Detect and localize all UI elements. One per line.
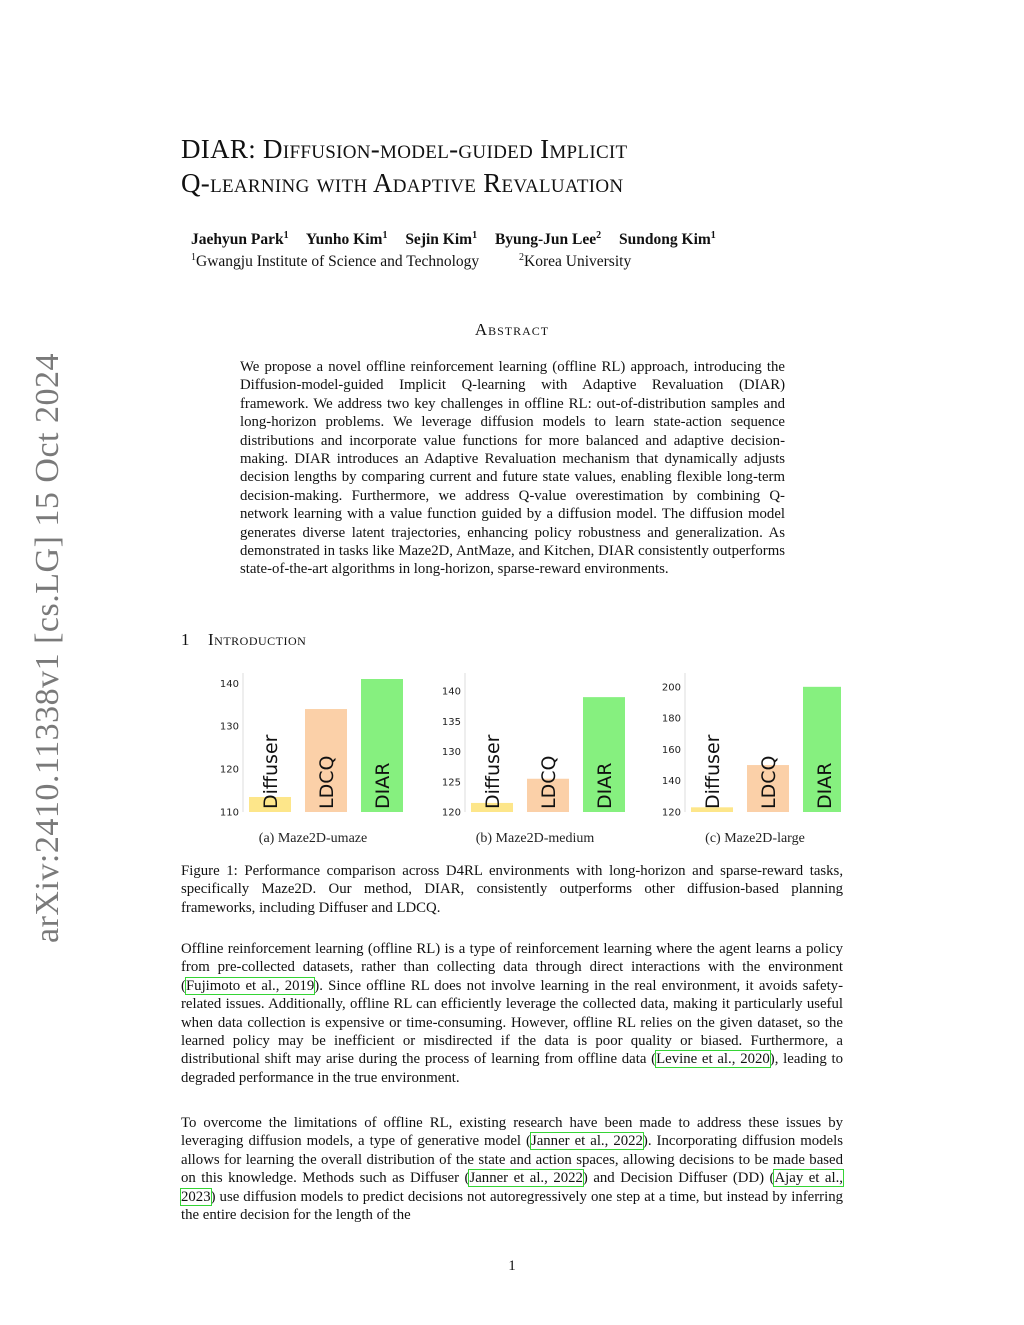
bar-charts-svg <box>181 665 841 855</box>
y-tick-label: 125 <box>441 777 461 789</box>
chart-panel <box>220 673 403 846</box>
figure-1-charts <box>181 665 841 855</box>
author: Yunho Kim$^1$ <box>305 230 388 249</box>
y-tick-label: 140 <box>441 686 461 698</box>
author: Sundong Kim$^1$ <box>619 230 716 249</box>
author: Byung-Jun Lee$^2$ <box>494 230 602 249</box>
author-list <box>191 230 730 249</box>
abstract-heading: Abstract <box>474 320 550 339</box>
citation-link[interactable]: Janner et al., 2022 <box>530 1133 643 1150</box>
bar-label: Diffuser <box>702 734 724 809</box>
bar-label: LDCQ <box>538 755 560 809</box>
bar-label: DIAR <box>594 762 616 809</box>
author: Jaehyun Park$^1$ <box>191 230 289 249</box>
y-tick-label: 130 <box>441 747 461 759</box>
y-tick-label: 140 <box>661 776 681 788</box>
affiliation: $^1$Gwangju Institute of Science and Technology <box>191 252 480 271</box>
chart-panel <box>662 673 841 846</box>
bar-label: Diffuser <box>260 734 282 809</box>
y-tick-label: 130 <box>219 721 239 733</box>
chart-panel <box>442 673 625 846</box>
section-number: 1 <box>181 630 190 649</box>
citation-link[interactable]: Ajay et al., 2023 <box>181 1170 843 1205</box>
bar-label: DIAR <box>372 762 394 809</box>
section-heading <box>181 630 306 650</box>
citation-link[interactable]: Janner et al., 2022 <box>469 1170 583 1187</box>
chart-title: (b) Maze2D-medium <box>475 831 595 846</box>
arxiv-sidebar-stamp <box>18 352 78 943</box>
y-tick-label: 120 <box>219 764 239 776</box>
bar-label: LDCQ <box>316 755 338 809</box>
y-tick-label: 180 <box>661 713 681 725</box>
chart-title: (c) Maze2D-large <box>705 831 805 846</box>
citation-link[interactable]: Fujimoto et al., 2019 <box>185 977 315 994</box>
y-tick-label: 110 <box>219 807 239 819</box>
chart-title: (a) Maze2D-umaze <box>258 831 368 846</box>
section-title: Introduction <box>208 630 307 649</box>
paper-title <box>181 132 821 200</box>
abstract-text: We propose a novel offline reinforcement learning (offline RL) approach, introducing the Diffusion-model-guided Implicit Q-learning with Adaptive Revaluation (DIAR) framework. We address two key challenges in offline RL: out-of-distribution samples and long-horizon problems. We leverage diffusion models to learn state-action sequence distributions and incorporate value functions for more balanced and adaptive decision-making. DIAR introduces an Adaptive Revaluation mechanism that dynamically adjusts decision lengths by comparing current and future state values, enabling flexible long-term decision-making. Furthermore, we address Q-value overestimation by combining Q-network learning with a value function guided by a diffusion model. The diffusion model generates diverse latent trajectories, enhancing policy robustness and generalization. As demonstrated in tasks like Maze2D, AntMaze, and Kitchen, DIAR consistently outperforms state-of-the-art algorithms in long-horizon, sparse-reward environments. <box>240 359 785 578</box>
bar-label: LDCQ <box>758 755 780 809</box>
figure-caption <box>181 862 843 917</box>
affiliation: $^2$Korea University <box>519 252 632 271</box>
y-tick-label: 135 <box>441 716 461 728</box>
affiliations <box>191 252 667 271</box>
title-line-2: Q-learning with Adaptive Revaluation <box>181 168 624 198</box>
author: Sejin Kim$^1$ <box>405 230 478 249</box>
bar-label: DIAR <box>814 762 836 809</box>
y-tick-label: 120 <box>661 807 681 819</box>
paragraph-1: Offline reinforcement learning (offline RL) is a type of reinforcement learning where the agent learns a policy from pre-collected datasets, rather than collecting data through direct interactions with the environment (Fujimoto et al., 2019). Since offline RL does not involve learning in the real environment, it avoids safety-related issues. Additionally, offline RL can efficiently leverage the collected data, making it particularly useful when data collection is expensive or time-consuming. However, offline RL relies on the given dataset, so the learned policy may be inefficient or misdirected if the data is poor quality or biased. Furthermore, a distributional shift may arise during the process of learning from offline data (Levine et al., 2020), leading to degraded performance in the true environment. <box>181 941 844 1086</box>
y-tick-label: 200 <box>661 682 681 694</box>
arxiv-id: arXiv:2410.11338v1 [cs.LG] 15 Oct 2024 <box>29 352 66 943</box>
figure-caption-text: Performance comparison across D4RL environments with long-horizon and sparse-reward tasks, specifically Maze2D. Our method, DIAR, consistently outperforms other diffusion-based planning frameworks, including Diffuser and LDCQ. <box>181 863 844 916</box>
citation-link[interactable]: Levine et al., 2020 <box>656 1051 770 1068</box>
y-tick-label: 120 <box>441 807 461 819</box>
page-number: 1 <box>508 1258 516 1274</box>
title-line-1: DIAR: Diffusion-model-guided Implicit <box>181 134 628 164</box>
y-tick-label: 160 <box>661 744 681 756</box>
paragraph-2: To overcome the limitations of offline RL, existing research have been made to address these issues by leveraging diffusion models, a type of generative model (Janner et al., 2022). Incorporating diffusion models allows for learning the overall distribution of the state and action spaces, allowing decisions to be made based on this knowledge. Methods such as Diffuser (Janner et al., 2022) and Decision Diffuser (DD) (Ajay et al., 2023) use diffusion models to predict decisions not autoregressively one step at a time, but instead by inferring the entire decision for the length of the <box>181 1115 843 1224</box>
y-tick-label: 140 <box>219 678 239 690</box>
bar-label: Diffuser <box>482 734 504 809</box>
figure-label: Figure 1: <box>181 863 238 879</box>
